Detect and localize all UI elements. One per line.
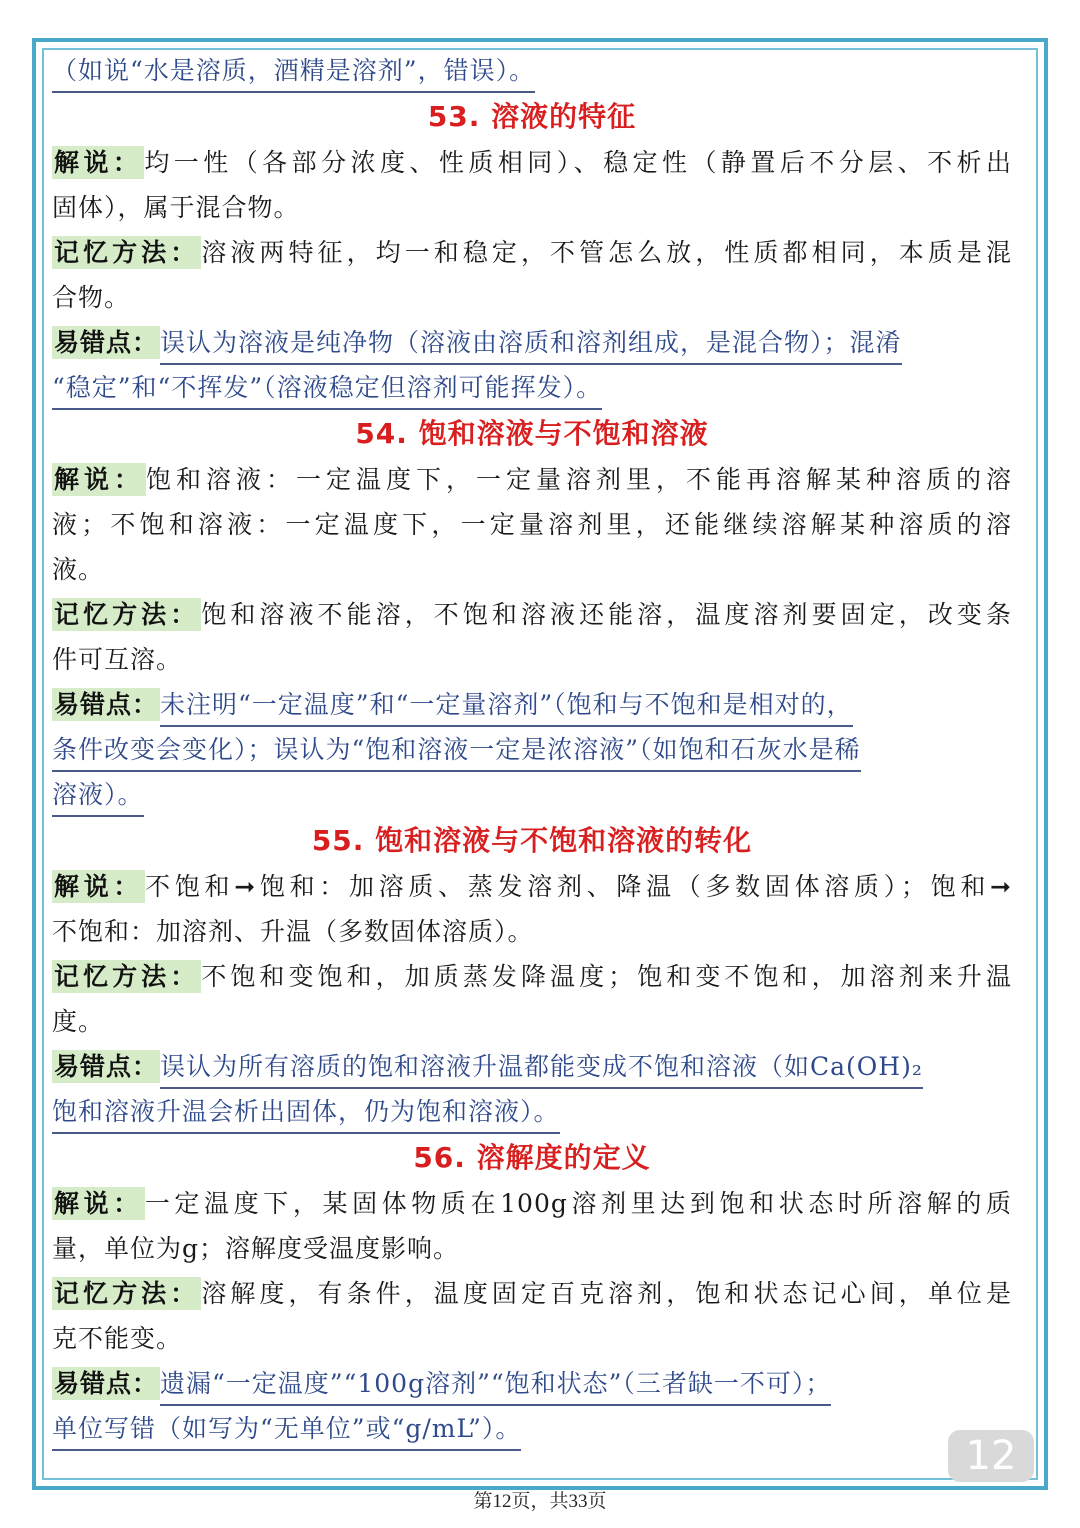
explain-label: 解说： xyxy=(54,148,143,177)
intro-line: （如说“水是溶质，酒精是溶剂”，错误）。 xyxy=(52,48,1012,93)
explain-text: 量，单位为g；溶解度受温度影响。 xyxy=(52,1234,460,1263)
explain-text: 不饱和➞饱和：加溶质、蒸发溶剂、降温（多数固体溶质）；饱和➞ xyxy=(145,872,1012,901)
error-label: 易错点： xyxy=(54,328,159,357)
section-title: 55. 饱和溶液与不饱和溶液的转化 xyxy=(311,824,753,857)
page-number-badge: 12 xyxy=(948,1430,1034,1482)
explain-block xyxy=(52,140,1012,230)
section-title: 56. 溶解度的定义 xyxy=(413,1141,651,1174)
explain-block xyxy=(52,1181,1012,1271)
error-text: 未注明“一定温度”和“一定量溶剂”（饱和与不饱和是相对的， xyxy=(160,685,853,727)
section-53 xyxy=(52,93,1012,410)
error-text: 遗漏“一定温度”“100g溶剂”“饱和状态”（三者缺一不可）； xyxy=(160,1364,831,1406)
explain-block xyxy=(52,864,1012,954)
memory-text: 不饱和变饱和，加质蒸发降温度；饱和变不饱和，加溶剂来升温 xyxy=(201,962,1012,991)
explain-text: 液。 xyxy=(52,555,105,584)
error-text: 单位写错（如写为“无单位”或“g/mL”）。 xyxy=(52,1409,521,1451)
explain-block xyxy=(52,457,1012,592)
memory-block xyxy=(52,592,1012,682)
error-text: 溶液）。 xyxy=(52,775,144,817)
error-label: 易错点： xyxy=(54,1369,159,1398)
error-text: “稳定”和“不挥发”（溶液稳定但溶剂可能挥发）。 xyxy=(52,368,602,410)
memory-text: 溶液两特征，均一和稳定，不管怎么放，性质都相同，本质是混 xyxy=(201,238,1012,267)
explain-text: 固体），属于混合物。 xyxy=(52,193,300,222)
memory-block xyxy=(52,230,1012,320)
error-block xyxy=(52,1044,1012,1134)
document-content xyxy=(52,48,1012,1451)
memory-text: 饱和溶液不能溶，不饱和溶液还能溶，温度溶剂要固定，改变条 xyxy=(201,600,1012,629)
error-text: 误认为所有溶质的饱和溶液升温都能变成不饱和溶液（如Ca(OH)₂ xyxy=(160,1047,923,1089)
memory-text: 克不能变。 xyxy=(52,1324,183,1353)
error-text: 条件改变会变化）；误认为“饱和溶液一定是浓溶液”（如饱和石灰水是稀 xyxy=(52,730,861,772)
explain-text: 均一性（各部分浓度、性质相同）、稳定性（静置后不分层、不析出 xyxy=(144,148,1012,177)
memory-label: 记忆方法： xyxy=(54,238,200,267)
explain-text: 不饱和：加溶剂、升温（多数固体溶质）。 xyxy=(52,917,534,946)
error-label: 易错点： xyxy=(54,1052,159,1081)
error-block xyxy=(52,1361,1012,1451)
error-text: 误认为溶液是纯净物（溶液由溶质和溶剂组成，是混合物）；混淆 xyxy=(160,323,902,365)
error-label: 易错点： xyxy=(54,690,159,719)
memory-text: 度。 xyxy=(52,1007,105,1036)
memory-text: 件可互溶。 xyxy=(52,645,183,674)
section-54 xyxy=(52,410,1012,817)
explain-label: 解说： xyxy=(54,1189,143,1218)
error-text: 饱和溶液升温会析出固体，仍为饱和溶液）。 xyxy=(52,1092,560,1134)
section-56 xyxy=(52,1134,1012,1451)
memory-label: 记忆方法： xyxy=(54,600,200,629)
memory-text: 合物。 xyxy=(52,283,131,312)
error-block xyxy=(52,320,1012,410)
memory-block xyxy=(52,954,1012,1044)
explain-text: 饱和溶液：一定温度下，一定量溶剂里，不能再溶解某种溶质的溶 xyxy=(146,465,1012,494)
memory-label: 记忆方法： xyxy=(54,1279,200,1308)
explain-text: 一定温度下，某固体物质在100g溶剂里达到饱和状态时所溶解的质 xyxy=(144,1189,1012,1218)
memory-block xyxy=(52,1271,1012,1361)
explain-label: 解说： xyxy=(54,465,144,494)
error-block xyxy=(52,682,1012,817)
memory-label: 记忆方法： xyxy=(54,962,200,991)
page-footer: 第12页，共33页 xyxy=(473,1491,607,1512)
memory-text: 溶解度，有条件，温度固定百克溶剂，饱和状态记心间，单位是 xyxy=(201,1279,1012,1308)
section-title: 54. 饱和溶液与不饱和溶液 xyxy=(355,417,709,450)
section-title: 53. 溶液的特征 xyxy=(427,100,637,133)
section-55 xyxy=(52,817,1012,1134)
explain-label: 解说： xyxy=(54,872,144,901)
explain-text: 液；不饱和溶液：一定温度下，一定量溶剂里，还能继续溶解某种溶质的溶 xyxy=(52,510,1012,539)
